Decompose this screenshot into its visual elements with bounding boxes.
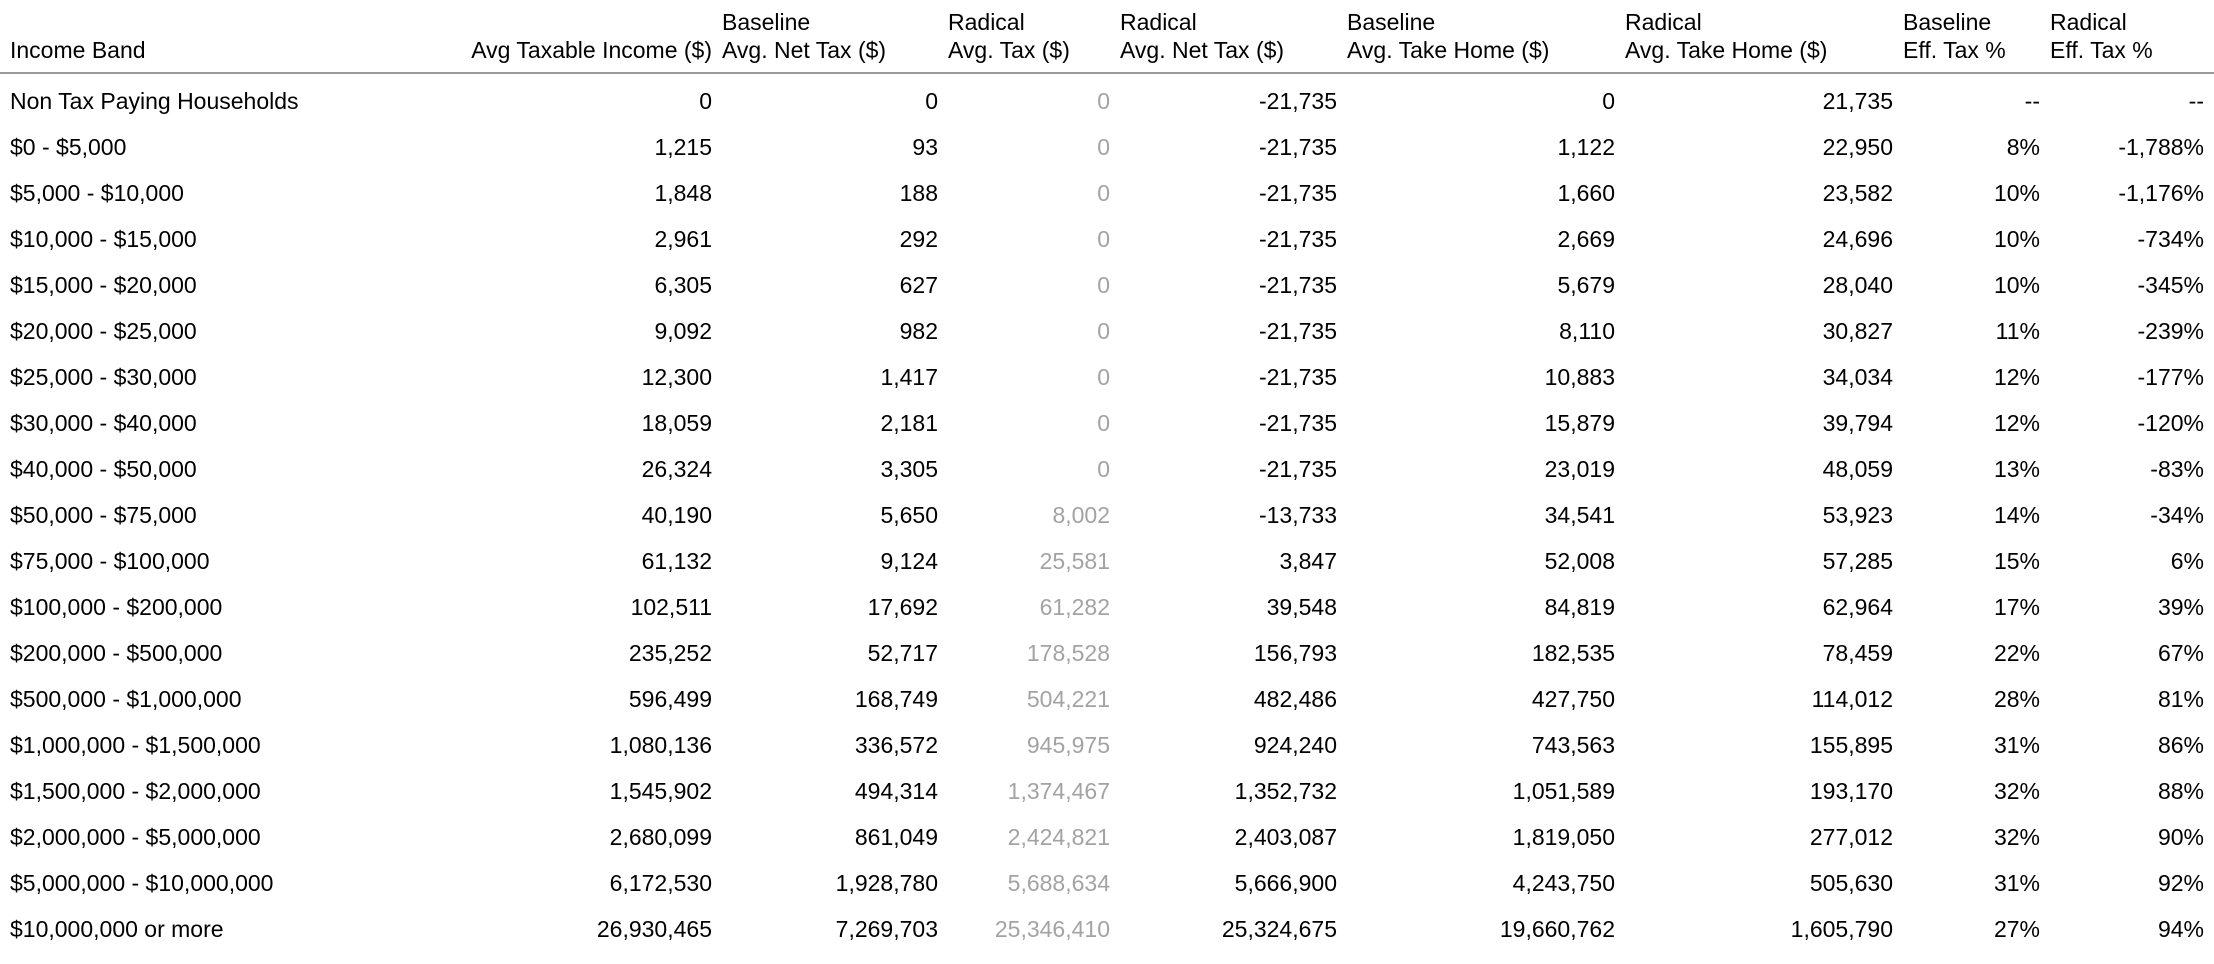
cell-radical-avg-net-tax: 924,240 <box>1253 731 1337 758</box>
cell-radical-avg-take-home: 193,170 <box>1809 777 1893 804</box>
header-line-1: Baseline <box>1903 9 1992 35</box>
header-income-band <box>0 8 402 73</box>
cell-radical-avg-take-home: 53,923 <box>1822 501 1893 528</box>
table-header <box>0 8 2214 73</box>
cell-avg-taxable-income: 1,080,136 <box>609 731 712 758</box>
header-line-1: Baseline <box>1347 9 1436 35</box>
cell-baseline-avg-net-tax: 982 <box>899 317 938 344</box>
cell-baseline-avg-take-home: 52,008 <box>1544 547 1615 574</box>
cell-radical-avg-net-tax: 2,403,087 <box>1234 823 1337 850</box>
cell-radical-eff-tax: -1,176% <box>2118 179 2204 206</box>
table-row <box>0 630 2214 676</box>
cell-baseline-avg-take-home: 5,679 <box>1557 271 1615 298</box>
cell-baseline-avg-net-tax: 168,749 <box>854 685 938 712</box>
cell-income-band: Non Tax Paying Households <box>10 87 299 114</box>
cell-radical-eff-tax: -- <box>2188 87 2204 114</box>
cell-baseline-avg-net-tax: 627 <box>899 271 938 298</box>
cell-baseline-avg-net-tax: 52,717 <box>867 639 938 666</box>
cell-baseline-eff-tax: 14% <box>1993 501 2040 528</box>
cell-baseline-eff-tax: 11% <box>1995 317 2040 344</box>
cell-income-band: $30,000 - $40,000 <box>10 409 197 436</box>
cell-avg-taxable-income: 0 <box>699 87 712 114</box>
cell-baseline-avg-take-home: 4,243,750 <box>1512 869 1615 896</box>
cell-baseline-avg-net-tax: 9,124 <box>880 547 938 574</box>
header-line-1: Radical <box>2050 9 2127 35</box>
table-row <box>0 262 2214 308</box>
cell-income-band: $25,000 - $30,000 <box>10 363 197 390</box>
income-tax-table <box>0 8 2214 952</box>
cell-radical-avg-tax: 2,424,821 <box>1007 823 1110 850</box>
header-line-2: Avg. Net Tax ($) <box>1120 37 1285 63</box>
cell-baseline-avg-net-tax: 292 <box>899 225 938 252</box>
cell-baseline-eff-tax: 13% <box>1993 455 2040 482</box>
cell-baseline-avg-net-tax: 93 <box>912 133 938 160</box>
cell-baseline-eff-tax: 12% <box>1993 363 2040 390</box>
cell-radical-avg-net-tax: 1,352,732 <box>1234 777 1337 804</box>
cell-baseline-avg-take-home: 23,019 <box>1544 455 1615 482</box>
table-row <box>0 354 2214 400</box>
cell-baseline-avg-take-home: 2,669 <box>1557 225 1615 252</box>
cell-income-band: $10,000,000 or more <box>10 915 224 942</box>
header-line-2: Avg. Take Home ($) <box>1347 37 1550 63</box>
cell-radical-avg-take-home: 23,582 <box>1822 179 1893 206</box>
cell-baseline-eff-tax: 17% <box>1993 593 2040 620</box>
header-line-2: Eff. Tax % <box>1903 37 2006 63</box>
cell-baseline-avg-take-home: 1,819,050 <box>1512 823 1615 850</box>
cell-radical-avg-tax: 5,688,634 <box>1007 869 1110 896</box>
table-row <box>0 216 2214 262</box>
table-row <box>0 73 2214 124</box>
cell-baseline-eff-tax: 12% <box>1993 409 2040 436</box>
cell-avg-taxable-income: 26,324 <box>641 455 712 482</box>
cell-income-band: $200,000 - $500,000 <box>10 639 223 666</box>
cell-radical-avg-take-home: 78,459 <box>1822 639 1893 666</box>
cell-avg-taxable-income: 61,132 <box>641 547 712 574</box>
header-line-2: Avg Taxable Income ($) <box>471 37 712 63</box>
cell-avg-taxable-income: 1,215 <box>654 133 712 160</box>
cell-baseline-eff-tax: 10% <box>1993 271 2040 298</box>
cell-avg-taxable-income: 6,305 <box>654 271 712 298</box>
cell-avg-taxable-income: 2,680,099 <box>609 823 712 850</box>
cell-baseline-avg-net-tax: 494,314 <box>854 777 938 804</box>
cell-baseline-avg-take-home: 15,879 <box>1544 409 1615 436</box>
cell-avg-taxable-income: 102,511 <box>630 593 712 620</box>
header-radical-avg-tax <box>948 8 1120 73</box>
cell-radical-avg-take-home: 114,012 <box>1811 685 1893 712</box>
cell-baseline-avg-net-tax: 1,417 <box>880 363 938 390</box>
cell-baseline-eff-tax: 31% <box>1993 731 2040 758</box>
cell-radical-eff-tax: -120% <box>2137 409 2204 436</box>
cell-radical-avg-take-home: 30,827 <box>1822 317 1893 344</box>
cell-radical-avg-take-home: 28,040 <box>1822 271 1893 298</box>
cell-baseline-eff-tax: 10% <box>1993 225 2040 252</box>
cell-radical-avg-net-tax: 39,548 <box>1266 593 1337 620</box>
cell-radical-avg-take-home: 155,895 <box>1809 731 1893 758</box>
cell-baseline-avg-take-home: 427,750 <box>1531 685 1615 712</box>
cell-baseline-avg-net-tax: 861,049 <box>854 823 938 850</box>
table-row <box>0 768 2214 814</box>
cell-baseline-eff-tax: -- <box>2024 87 2040 114</box>
cell-radical-avg-net-tax: -13,733 <box>1258 501 1337 528</box>
table-row <box>0 860 2214 906</box>
cell-baseline-avg-net-tax: 17,692 <box>867 593 938 620</box>
cell-radical-avg-take-home: 39,794 <box>1822 409 1893 436</box>
table-row <box>0 814 2214 860</box>
table-row <box>0 446 2214 492</box>
cell-radical-avg-tax: 0 <box>1097 409 1110 436</box>
cell-radical-avg-net-tax: -21,735 <box>1258 87 1337 114</box>
cell-radical-avg-take-home: 505,630 <box>1809 869 1893 896</box>
header-baseline-avg-net-tax <box>722 8 948 73</box>
cell-baseline-avg-net-tax: 7,269,703 <box>835 915 938 942</box>
cell-avg-taxable-income: 596,499 <box>628 685 712 712</box>
cell-radical-avg-net-tax: -21,735 <box>1258 317 1337 344</box>
cell-baseline-avg-take-home: 1,660 <box>1557 179 1615 206</box>
cell-radical-avg-net-tax: -21,735 <box>1258 409 1337 436</box>
cell-radical-avg-tax: 8,002 <box>1052 501 1110 528</box>
cell-income-band: $10,000 - $15,000 <box>10 225 197 252</box>
cell-baseline-avg-take-home: 0 <box>1602 87 1615 114</box>
table-row <box>0 538 2214 584</box>
cell-radical-avg-net-tax: -21,735 <box>1258 133 1337 160</box>
cell-baseline-avg-net-tax: 188 <box>899 179 938 206</box>
cell-radical-avg-take-home: 34,034 <box>1822 363 1893 390</box>
cell-income-band: $1,000,000 - $1,500,000 <box>10 731 261 758</box>
header-line-2: Income Band <box>10 37 146 63</box>
cell-income-band: $0 - $5,000 <box>10 133 127 160</box>
header-radical-avg-take-home <box>1625 8 1903 73</box>
cell-baseline-avg-take-home: 19,660,762 <box>1499 915 1615 942</box>
cell-avg-taxable-income: 18,059 <box>641 409 712 436</box>
header-line-1: Baseline <box>722 9 811 35</box>
cell-avg-taxable-income: 6,172,530 <box>609 869 712 896</box>
cell-radical-avg-tax: 1,374,467 <box>1007 777 1110 804</box>
cell-radical-eff-tax: -734% <box>2137 225 2204 252</box>
cell-radical-avg-tax: 0 <box>1097 455 1110 482</box>
cell-radical-avg-tax: 178,528 <box>1026 639 1110 666</box>
cell-radical-eff-tax: 88% <box>2157 777 2204 804</box>
cell-radical-avg-net-tax: 25,324,675 <box>1221 915 1337 942</box>
cell-avg-taxable-income: 235,252 <box>628 639 712 666</box>
cell-radical-avg-tax: 945,975 <box>1026 731 1110 758</box>
cell-radical-avg-tax: 0 <box>1097 133 1110 160</box>
cell-radical-avg-net-tax: -21,735 <box>1258 455 1337 482</box>
cell-radical-avg-tax: 0 <box>1097 317 1110 344</box>
cell-income-band: $1,500,000 - $2,000,000 <box>10 777 261 804</box>
cell-baseline-avg-take-home: 1,051,589 <box>1512 777 1615 804</box>
header-line-2: Avg. Net Tax ($) <box>722 37 887 63</box>
cell-radical-avg-tax: 61,282 <box>1039 593 1110 620</box>
table-row <box>0 124 2214 170</box>
cell-baseline-avg-take-home: 182,535 <box>1531 639 1615 666</box>
cell-radical-avg-tax: 0 <box>1097 225 1110 252</box>
cell-radical-avg-take-home: 57,285 <box>1822 547 1893 574</box>
cell-radical-avg-tax: 25,581 <box>1039 547 1110 574</box>
cell-radical-avg-net-tax: 5,666,900 <box>1234 869 1337 896</box>
cell-avg-taxable-income: 1,848 <box>654 179 712 206</box>
cell-baseline-avg-take-home: 84,819 <box>1544 593 1615 620</box>
cell-radical-eff-tax: -34% <box>2150 501 2204 528</box>
header-line-1: Radical <box>948 9 1025 35</box>
header-radical-eff-tax <box>2050 8 2214 73</box>
cell-avg-taxable-income: 1,545,902 <box>609 777 712 804</box>
header-line-1: Radical <box>1625 9 1702 35</box>
cell-radical-avg-take-home: 22,950 <box>1822 133 1893 160</box>
header-line-1: Radical <box>1120 9 1197 35</box>
cell-baseline-eff-tax: 15% <box>1993 547 2040 574</box>
cell-radical-avg-net-tax: -21,735 <box>1258 179 1337 206</box>
header-row <box>0 8 2214 73</box>
cell-radical-eff-tax: -177% <box>2137 363 2204 390</box>
cell-baseline-eff-tax: 27% <box>1993 915 2040 942</box>
cell-radical-avg-tax: 25,346,410 <box>994 915 1110 942</box>
cell-radical-avg-net-tax: 3,847 <box>1279 547 1337 574</box>
table-body <box>0 73 2214 952</box>
table-row <box>0 492 2214 538</box>
table-row <box>0 722 2214 768</box>
cell-baseline-eff-tax: 28% <box>1993 685 2040 712</box>
cell-baseline-avg-net-tax: 2,181 <box>880 409 938 436</box>
cell-income-band: $5,000 - $10,000 <box>10 179 184 206</box>
cell-radical-avg-tax: 0 <box>1097 87 1110 114</box>
cell-income-band: $2,000,000 - $5,000,000 <box>10 823 261 850</box>
cell-avg-taxable-income: 40,190 <box>641 501 712 528</box>
cell-radical-avg-take-home: 48,059 <box>1822 455 1893 482</box>
cell-income-band: $500,000 - $1,000,000 <box>10 685 242 712</box>
header-avg-taxable-income <box>402 8 722 73</box>
cell-income-band: $40,000 - $50,000 <box>10 455 197 482</box>
cell-radical-avg-tax: 504,221 <box>1026 685 1110 712</box>
cell-baseline-eff-tax: 22% <box>1993 639 2040 666</box>
cell-radical-eff-tax: -1,788% <box>2118 133 2204 160</box>
cell-income-band: $75,000 - $100,000 <box>10 547 210 574</box>
header-baseline-eff-tax <box>1903 8 2050 73</box>
cell-radical-eff-tax: 94% <box>2157 915 2204 942</box>
cell-avg-taxable-income: 9,092 <box>654 317 712 344</box>
header-line-2: Eff. Tax % <box>2050 37 2153 63</box>
table-row <box>0 308 2214 354</box>
table-row <box>0 400 2214 446</box>
cell-baseline-eff-tax: 8% <box>2006 133 2040 160</box>
header-radical-avg-net-tax <box>1120 8 1347 73</box>
cell-baseline-avg-net-tax: 336,572 <box>854 731 938 758</box>
cell-radical-eff-tax: 86% <box>2157 731 2204 758</box>
cell-avg-taxable-income: 26,930,465 <box>596 915 712 942</box>
cell-radical-avg-take-home: 1,605,790 <box>1790 915 1893 942</box>
cell-baseline-avg-net-tax: 3,305 <box>880 455 938 482</box>
table-row <box>0 170 2214 216</box>
cell-radical-avg-take-home: 21,735 <box>1822 87 1893 114</box>
cell-radical-avg-net-tax: -21,735 <box>1258 271 1337 298</box>
cell-baseline-eff-tax: 10% <box>1993 179 2040 206</box>
cell-baseline-avg-take-home: 743,563 <box>1531 731 1615 758</box>
cell-radical-eff-tax: -345% <box>2137 271 2204 298</box>
cell-avg-taxable-income: 12,300 <box>641 363 712 390</box>
cell-baseline-avg-net-tax: 0 <box>925 87 938 114</box>
cell-income-band: $5,000,000 - $10,000,000 <box>10 869 274 896</box>
table-row <box>0 584 2214 630</box>
cell-baseline-avg-net-tax: 5,650 <box>880 501 938 528</box>
cell-radical-avg-tax: 0 <box>1097 179 1110 206</box>
cell-radical-eff-tax: 81% <box>2157 685 2204 712</box>
cell-baseline-avg-take-home: 1,122 <box>1557 133 1615 160</box>
cell-radical-eff-tax: 39% <box>2157 593 2204 620</box>
header-line-2: Avg. Tax ($) <box>948 37 1070 63</box>
cell-income-band: $100,000 - $200,000 <box>10 593 223 620</box>
cell-avg-taxable-income: 2,961 <box>654 225 712 252</box>
cell-radical-avg-net-tax: 482,486 <box>1253 685 1337 712</box>
table-row <box>0 906 2214 952</box>
cell-radical-avg-tax: 0 <box>1097 363 1110 390</box>
cell-radical-avg-take-home: 62,964 <box>1822 593 1893 620</box>
cell-radical-avg-take-home: 24,696 <box>1822 225 1893 252</box>
cell-radical-avg-tax: 0 <box>1097 271 1110 298</box>
cell-radical-eff-tax: 90% <box>2157 823 2204 850</box>
cell-radical-avg-net-tax: 156,793 <box>1253 639 1337 666</box>
cell-radical-avg-net-tax: -21,735 <box>1258 225 1337 252</box>
cell-baseline-avg-take-home: 10,883 <box>1544 363 1615 390</box>
cell-baseline-eff-tax: 31% <box>1993 869 2040 896</box>
table-row <box>0 676 2214 722</box>
cell-radical-eff-tax: 6% <box>2170 547 2204 574</box>
cell-baseline-avg-net-tax: 1,928,780 <box>835 869 938 896</box>
cell-income-band: $50,000 - $75,000 <box>10 501 197 528</box>
cell-radical-eff-tax: 67% <box>2157 639 2204 666</box>
cell-income-band: $15,000 - $20,000 <box>10 271 197 298</box>
header-baseline-avg-take-home <box>1347 8 1625 73</box>
cell-baseline-eff-tax: 32% <box>1993 823 2040 850</box>
cell-radical-eff-tax: -83% <box>2150 455 2204 482</box>
cell-radical-avg-net-tax: -21,735 <box>1258 363 1337 390</box>
cell-baseline-avg-take-home: 34,541 <box>1544 501 1615 528</box>
cell-baseline-avg-take-home: 8,110 <box>1559 317 1615 344</box>
cell-baseline-eff-tax: 32% <box>1993 777 2040 804</box>
cell-radical-eff-tax: 92% <box>2157 869 2204 896</box>
cell-radical-eff-tax: -239% <box>2137 317 2204 344</box>
header-line-2: Avg. Take Home ($) <box>1625 37 1828 63</box>
cell-income-band: $20,000 - $25,000 <box>10 317 197 344</box>
cell-radical-avg-take-home: 277,012 <box>1809 823 1893 850</box>
